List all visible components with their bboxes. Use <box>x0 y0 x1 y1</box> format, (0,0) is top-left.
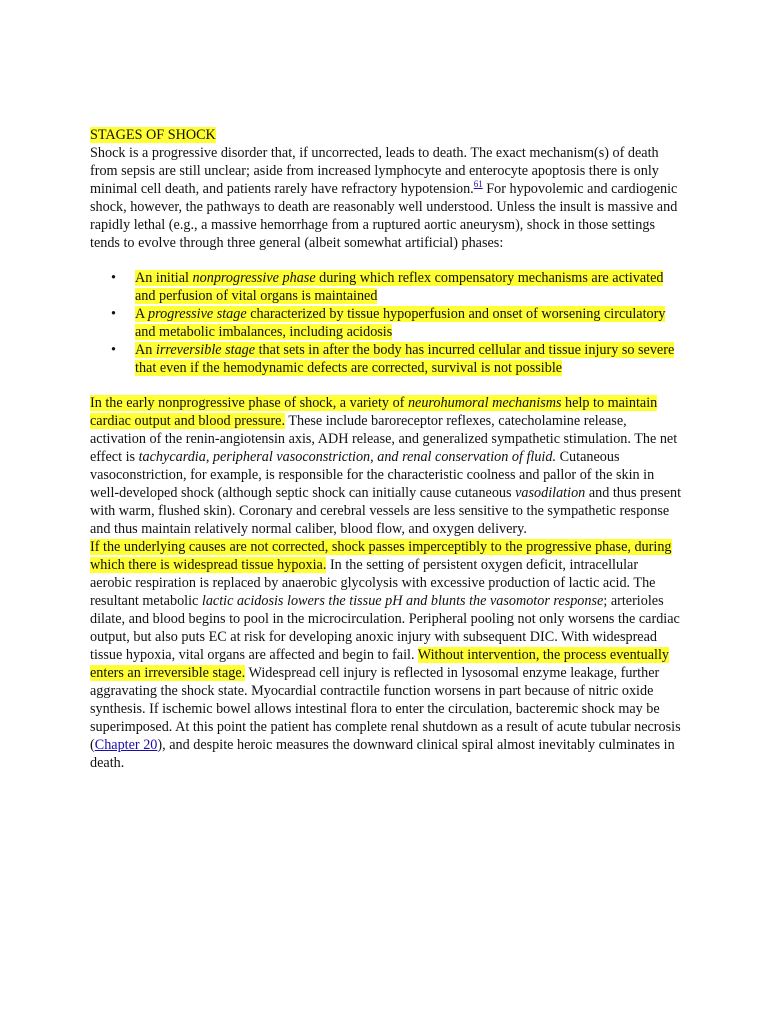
progressive-paragraph <box>90 538 682 772</box>
section-title <box>90 126 682 144</box>
bullet-emphasis: irreversible stage <box>155 342 256 358</box>
nonprogressive-paragraph <box>90 394 682 538</box>
list-item <box>111 269 682 305</box>
bullet-text-before: A <box>135 306 149 322</box>
bullet-emphasis: progressive stage <box>148 306 247 322</box>
paragraph-text-1: These include baroreceptor reflexes, catecholamine release, activation of the renin-angiotensin axis, ADH release, and generalized sympathetic stimulation. The net effect is <box>90 413 678 465</box>
paragraph-text-4: ), and despite heroic measures the downward clinical spiral almost inevitably culminates in death. <box>90 737 675 771</box>
highlight-text-after: help to maintain cardiac output and blood pressure. <box>90 395 658 429</box>
paragraph-text-3: and thus present with warm, flushed skin). Coronary and cerebral vessels are less sensitive to the sympathetic response and thus maintain relatively normal caliber, blood flow, and oxygen delivery. <box>90 485 682 537</box>
paragraph-text-2: Cutaneous vasoconstriction, for example, is responsible for the characteristic coolness and pallor of the skin in well-developed shock (although septic shock can initially cause cutaneous <box>90 449 655 501</box>
bullet-highlight <box>135 306 665 340</box>
bullet-text-after: that sets in after the body has incurred cellular and tissue injury so severe that even if the hemodynamic defects are corrected, survival is not possible <box>135 342 675 376</box>
chapter-20-link[interactable]: Chapter 20 <box>94 737 158 753</box>
title-highlight: STAGES OF SHOCK <box>90 127 216 143</box>
reference-link-61[interactable]: 61 <box>473 179 483 189</box>
list-item <box>111 341 682 377</box>
bullet-text-before: An initial <box>135 270 193 286</box>
paragraph-emphasis-2: vasodilation <box>515 485 586 501</box>
bullet-icon: • <box>111 342 116 358</box>
bullet-icon: • <box>111 270 116 286</box>
paragraph-text-2: ; arterioles dilate, and blood begins to pool in the microcirculation. Peripheral pooling not only worsens the cardiac output, but also puts EC at risk for developing anoxic injury with subsequent DIC. With widespread tissue hypoxia, vital organs are affected and begin to fail. <box>90 593 680 663</box>
document-page <box>90 126 682 772</box>
bullet-text-after: during which reflex compensatory mechanisms are activated and perfusion of vital organs is maintained <box>135 270 664 304</box>
phases-list <box>90 269 682 377</box>
bullet-emphasis: nonprogressive phase <box>192 270 316 286</box>
paragraph-emphasis-1: tachycardia, peripheral vasoconstriction, and renal conservation of fluid. <box>138 449 557 465</box>
highlight-emphasis: neurohumoral mechanisms <box>407 395 562 411</box>
bullet-highlight <box>135 270 663 304</box>
intro-paragraph <box>90 144 682 252</box>
bullet-icon: • <box>111 306 116 322</box>
paragraph-text-3: Widespread cell injury is reflected in lysosomal enzyme leakage, further aggravating the shock state. Myocardial contractile function worsens in part because of nitric oxide synthesis. If ischemic bowel allows intestinal flora to enter the circulation, bacteremic shock may be superimposed. At this point the patient has complete renal shutdown as a result of acute tubular necrosis ( <box>90 665 681 753</box>
list-item <box>111 305 682 341</box>
intro-text-2: For hypovolemic and cardiogenic shock, however, the pathways to death are reasonably well understood. Unless the insult is massive and rapidly lethal (e.g., a massive hemorrhage from a ruptured aortic aneurysm), shock in those settings tends to evolve through three general (albeit somewhat artificial) phases: <box>90 181 678 251</box>
bullet-text-after: characterized by tissue hypoperfusion and onset of worsening circulatory and metabolic imbalances, including acidosis <box>135 306 666 340</box>
bullet-highlight <box>135 342 674 376</box>
progressive-highlight: If the underlying causes are not corrected, shock passes imperceptibly to the progressive phase, during which there is widespread tissue hypoxia. <box>90 539 672 573</box>
paragraph-emphasis-1: lactic acidosis lowers the tissue pH and blunts the vasomotor response <box>201 593 604 609</box>
paragraph-text-1: In the setting of persistent oxygen deficit, intracellular aerobic respiration is replaced by anaerobic glycolysis with excessive production of lactic acid. The resultant metabolic <box>90 557 656 609</box>
bullet-text-before: An <box>135 342 156 358</box>
highlight-text-before: In the early nonprogressive phase of shock, a variety of <box>90 395 408 411</box>
irreversible-highlight: Without intervention, the process eventually enters an irreversible stage. <box>90 647 669 681</box>
intro-text-1: Shock is a progressive disorder that, if uncorrected, leads to death. The exact mechanism(s) of death from sepsis are still unclear; aside from increased lymphocyte and enterocyte apoptosis there is only minimal cell death, and patients rarely have refractory hypotension. <box>90 145 659 197</box>
